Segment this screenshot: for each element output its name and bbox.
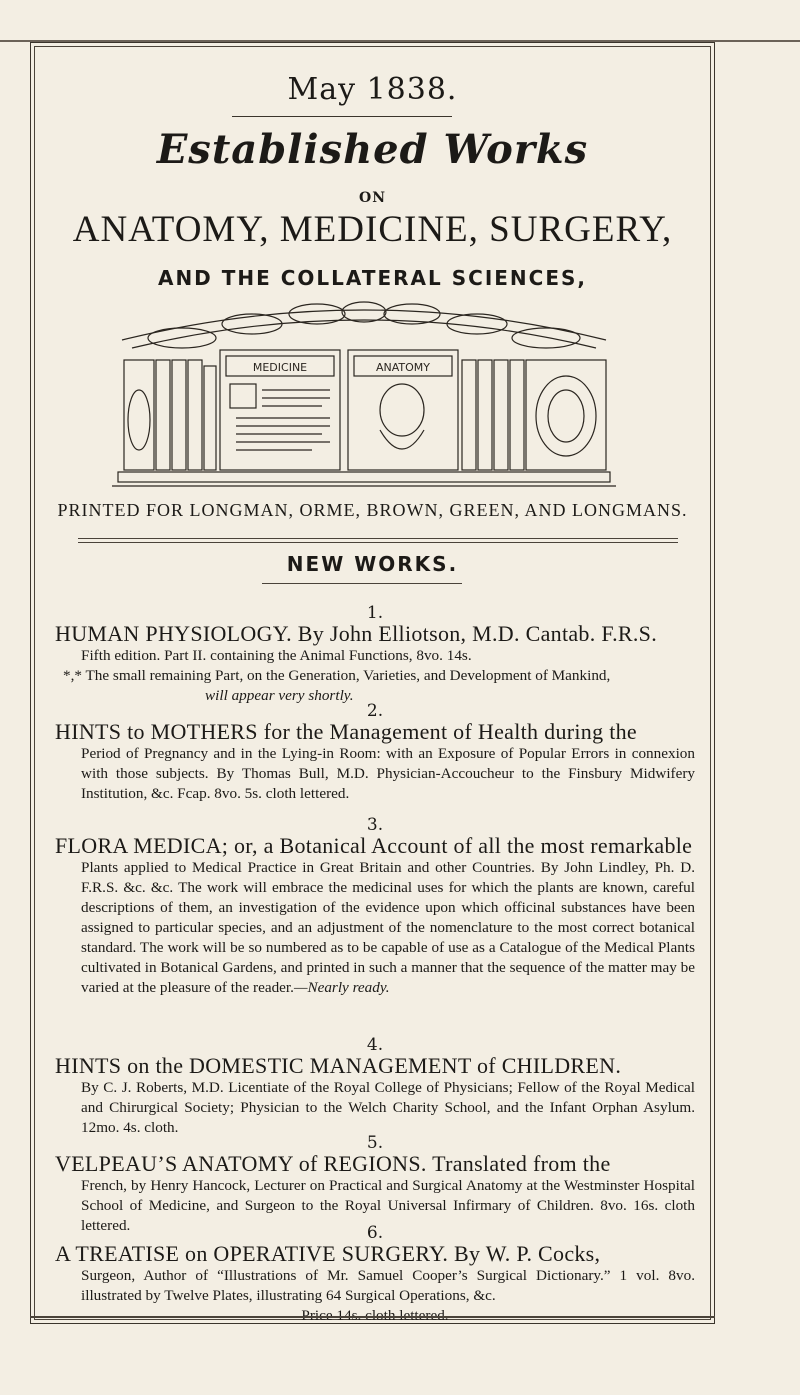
entry-body: By C. J. Roberts, M.D. Licentiate of the Royal College of Physicians; Fellow of the Royal Medical and Chirurgical Society; Physician to the Welch Charity School, and the Infant Orphan Asylum. 12mo. 4s. cloth. — [81, 1079, 695, 1136]
entry-number: 3. — [366, 815, 384, 835]
entry-status: —Nearly ready. — [293, 979, 390, 996]
collateral-sciences-heading: AND THE COLLATERAL SCIENCES, — [157, 266, 588, 290]
section-title: NEW WORKS. — [286, 552, 459, 576]
date-rule — [232, 116, 452, 117]
entry-6 — [55, 1224, 695, 1326]
entry-5 — [55, 1134, 695, 1236]
rule — [78, 542, 678, 543]
on-label: ON — [359, 190, 386, 206]
date: May 1838. — [287, 72, 458, 107]
entry-number: 4. — [366, 1035, 384, 1055]
rule — [262, 583, 462, 584]
entry-number: 6. — [366, 1223, 384, 1243]
entry-note: *,* The small remaining Part, on the Generation, Varieties, and Development of Mankind, — [63, 667, 611, 684]
bottom-rule — [30, 1316, 715, 1318]
entry-title: FLORA MEDICA; or, a Botanical Account of all the most remarkable — [55, 833, 693, 858]
entry-2 — [55, 702, 695, 804]
entry-title: HUMAN PHYSIOLOGY. — [55, 621, 292, 646]
entry-title: A TREATISE on OPERATIVE SURGERY. By W. P. Cocks, — [55, 1241, 601, 1266]
entry-number: 1. — [366, 603, 384, 623]
entry-body: Surgeon, Author of “Illustrations of Mr. Samuel Cooper’s Surgical Dictionary.” 1 vol. 8vo. illustrated by Twelve Plates, illustrating 64 Surgical Operations, &c. — [81, 1267, 695, 1304]
entry-number: 5. — [366, 1133, 384, 1153]
entry-body: Period of Pregnancy and in the Lying-in Room: with an Exposure of Popular Errors in connexion with those subjects. By Thomas Bull, M.D. Physician-Accoucheur to the Finsbury Midwifery Institution, &c. Fcap. 8vo. 5s. cloth lettered. — [81, 745, 695, 802]
entry-1 — [55, 604, 695, 706]
entry-number: 2. — [366, 701, 384, 721]
entry-3 — [55, 816, 695, 998]
entry-body: Fifth edition. Part II. containing the Animal Functions, 8vo. 14s. — [81, 647, 472, 664]
medicine-plate-label: MEDICINE — [252, 361, 308, 374]
entry-note-continuation: will appear very shortly. — [205, 687, 354, 704]
entry-title: HINTS to MOTHERS for the Management of Health during the — [55, 719, 637, 744]
rule — [78, 538, 678, 539]
entry-4 — [55, 1036, 695, 1138]
entry-body: French, by Henry Hancock, Lecturer on Practical and Surgical Anatomy at the Westminster Hospital School of Medicine, and Surgeon to the Royal Universal Infirmary of Children. 8vo. 16s. cloth lettered. — [81, 1177, 695, 1234]
subjects-heading: ANATOMY, MEDICINE, SURGERY, — [72, 209, 673, 250]
entry-author: By John Elliotson, M.D. Cantab. F.R.S. — [297, 621, 657, 646]
bookshelf-vignette — [112, 300, 616, 490]
anatomy-plate-label: ANATOMY — [375, 361, 431, 374]
entry-title: HINTS on the DOMESTIC MANAGEMENT of CHILDREN. — [55, 1053, 622, 1078]
printed-for-line: PRINTED FOR LONGMAN, ORME, BROWN, GREEN, AND LONGMANS. — [57, 500, 688, 520]
entry-title: VELPEAU’S ANATOMY of REGIONS. Translated from the — [55, 1151, 611, 1176]
entry-body: Plants applied to Medical Practice in Great Britain and other Countries. By John Lindley, Ph. D. F.R.S. &c. &c. The work will embrace the medicinal uses for which the plants are known, careful descriptions of them, an investigation of the evidence upon which officinal substances have been assigned to particular species, and an adjustment of the nomenclature to the most correct botanical standard. The work will be so numbered as to be capable of use as a Catalogue of the Medical Plants cultivated in Botanical Gardens, and printed in such a manner that the sequence of the matter may be varied at the pleasure of the reader. — [81, 859, 695, 996]
established-works-heading: Established Works — [156, 126, 589, 173]
